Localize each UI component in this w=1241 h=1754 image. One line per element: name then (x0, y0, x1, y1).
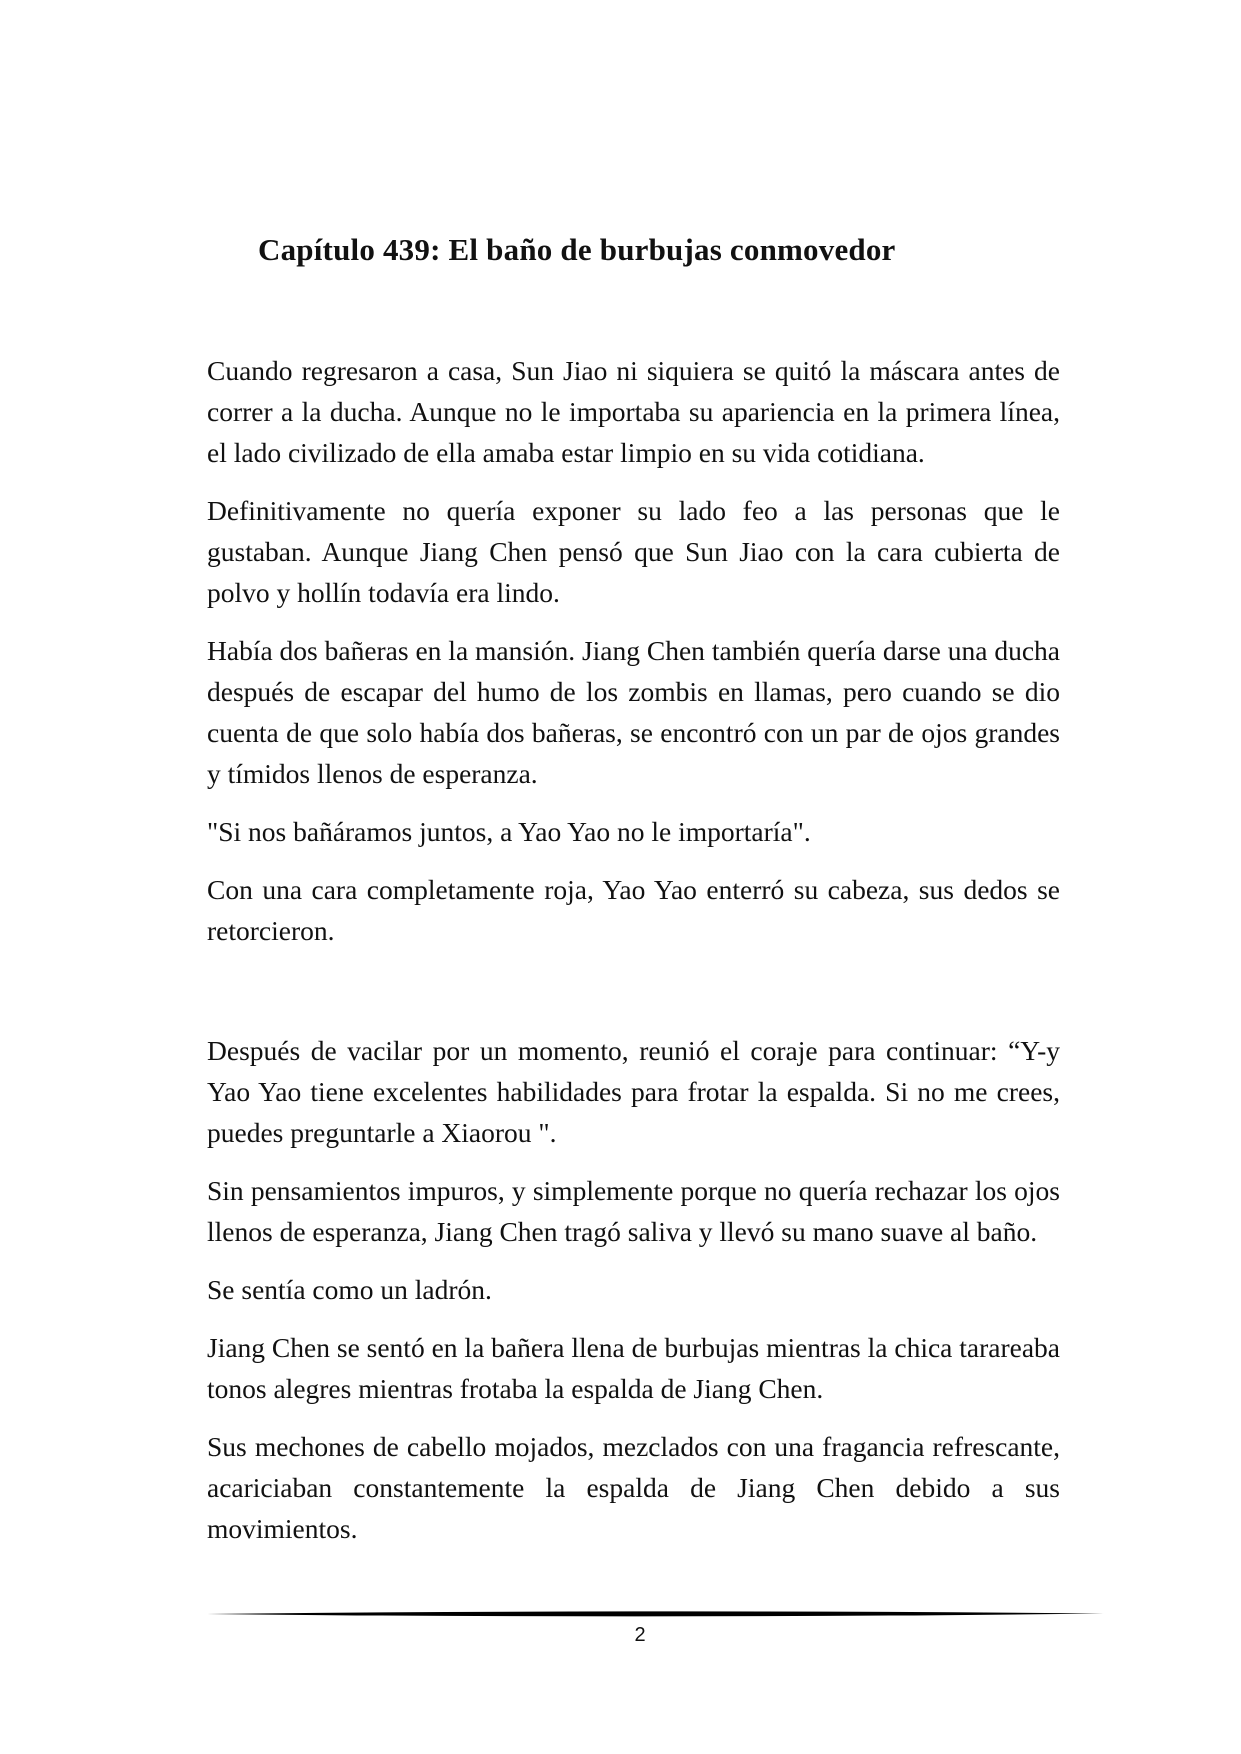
paragraph: Definitivamente no quería exponer su lado feo a las personas que le gustaban. Aunque Jiang Chen pensó que Sun Jiao con la cara cubierta de polvo y hollín todavía era lindo. (207, 495, 1060, 608)
paragraph: Después de vacilar por un momento, reunió el coraje para continuar: “Y-y Yao Yao tiene excelentes habilidades para frotar la espalda. Si no me crees, puedes preguntarle a Xiaorou ". (207, 1035, 1060, 1148)
footer-divider (207, 1609, 1104, 1619)
paragraph: Se sentía como un ladrón. (207, 1274, 492, 1305)
paragraph: Sin pensamientos impuros, y simplemente porque no quería rechazar los ojos llenos de esperanza, Jiang Chen tragó saliva y llevó su mano suave al baño. (207, 1175, 1060, 1247)
paragraph: Con una cara completamente roja, Yao Yao enterró su cabeza, sus dedos se retorcieron. (207, 874, 1060, 946)
text-block-1 (207, 350, 1060, 951)
page-number: 2 (634, 1624, 646, 1646)
paragraph: Cuando regresaron a casa, Sun Jiao ni siquiera se quitó la máscara antes de correr a la ducha. Aunque no le importaba su apariencia en la primera línea, el lado civilizado de ella amaba estar limpio en su vida cotidiana. (207, 355, 1060, 468)
text-block-2 (207, 1030, 1060, 1549)
paragraph: Había dos bañeras en la mansión. Jiang Chen también quería darse una ducha después de escapar del humo de los zombis en llamas, pero cuando se dio cuenta de que solo había dos bañeras, se encontró con un par de ojos grandes y tímidos llenos de esperanza. (207, 635, 1060, 789)
paragraph: Jiang Chen se sentó en la bañera llena de burbujas mientras la chica tarareaba tonos alegres mientras frotaba la espalda de Jiang Chen. (207, 1332, 1060, 1404)
chapter-title: Capítulo 439: El baño de burbujas conmovedor (258, 232, 896, 267)
paragraph: Sus mechones de cabello mojados, mezclados con una fragancia refrescante, acariciaban constantemente la espalda de Jiang Chen debido a sus movimientos. (207, 1431, 1060, 1544)
paragraph: "Si nos bañáramos juntos, a Yao Yao no le importaría". (207, 816, 811, 847)
